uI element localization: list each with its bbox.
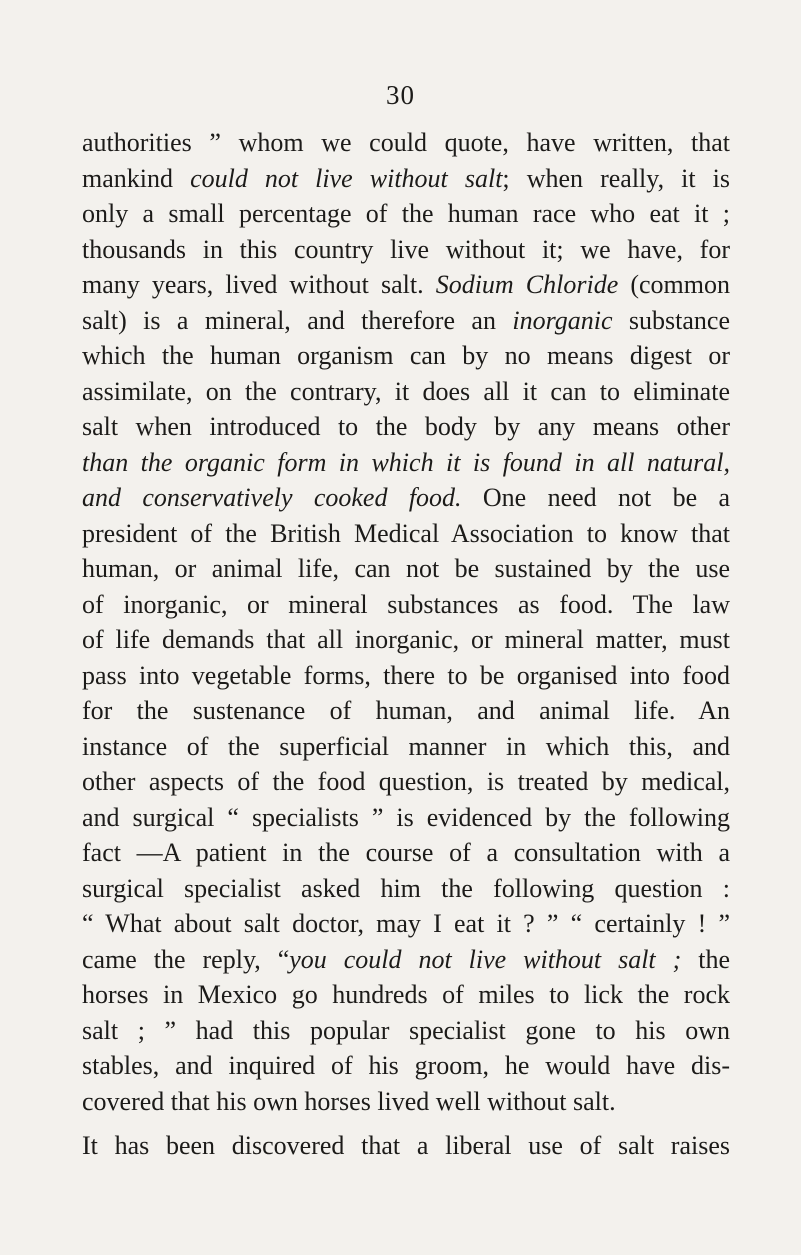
text-run: (common — [618, 270, 730, 299]
text-line — [82, 445, 730, 481]
text-run: One need not be a — [461, 483, 730, 512]
text-line — [82, 871, 730, 907]
text-line — [82, 977, 730, 1013]
text-run: president of the British Medical Association to know that — [82, 518, 730, 548]
text-line — [82, 942, 730, 978]
page-number: 30 — [386, 80, 415, 110]
italic-text: than the organic form in which it is found in all natural, — [82, 447, 730, 477]
text-run: covered that his own horses lived well without salt. — [82, 1086, 616, 1116]
text-line — [82, 516, 730, 552]
paragraph-2 — [82, 1128, 730, 1164]
text-line — [82, 1048, 730, 1084]
text-run: salt when introduced to the body by any means other — [82, 412, 730, 441]
text-line — [82, 232, 730, 268]
text-line — [82, 906, 730, 942]
text-run: only a small percentage of the human race who eat it ; — [82, 199, 730, 228]
italic-text: you could not live without salt ; — [289, 944, 682, 974]
text-run: instance of the superficial manner in which this, and — [82, 731, 730, 761]
text-run: stables, and inquired of his groom, he would have dis- — [82, 1051, 730, 1080]
text-line — [82, 196, 730, 232]
text-run: salt ; ” had this popular specialist gone to his own — [82, 1015, 730, 1045]
paragraph-gap — [82, 1119, 730, 1128]
text-line — [82, 1084, 730, 1120]
text-line — [82, 161, 730, 197]
text-line — [82, 800, 730, 836]
text-run: of life demands that all inorganic, or mineral matter, must — [82, 625, 730, 654]
text-line — [82, 835, 730, 871]
body-text — [82, 125, 730, 1164]
text-run: horses in Mexico go hundreds of miles to lick the rock — [82, 980, 730, 1009]
text-run: the — [681, 944, 730, 974]
text-line — [82, 693, 730, 729]
text-line — [82, 587, 730, 623]
text-line — [82, 622, 730, 658]
text-run: pass into vegetable forms, there to be organised into food — [82, 660, 730, 690]
text-line — [82, 409, 730, 445]
text-run: of inorganic, or mineral substances as food. The law — [82, 589, 730, 619]
text-run: which the human organism can by no means digest or — [82, 341, 730, 370]
text-run: assimilate, on the contrary, it does all it can to eliminate — [82, 376, 730, 406]
text-run: other aspects of the food question, is treated by medical, — [82, 767, 730, 796]
text-run: It has been discovered that a liberal use of salt raises — [82, 1131, 730, 1160]
text-run: thousands in this country live without it; we have, for — [82, 234, 730, 264]
italic-text: could not live without salt — [190, 163, 503, 193]
text-run: for the sustenance of human, and animal life. An — [82, 696, 730, 725]
text-run: human, or animal life, can not be sustained by the use — [82, 554, 730, 583]
text-run: and surgical “ specialists ” is evidenced by the following — [82, 802, 730, 832]
text-run: surgical specialist asked him the following question : — [82, 873, 730, 903]
text-line — [82, 374, 730, 410]
text-run: mankind — [82, 163, 191, 193]
text-line — [82, 480, 730, 516]
text-run: “ What about salt doctor, may I eat it ? ” “ certainly ! ” — [82, 909, 730, 938]
text-run: many years, lived without salt. — [82, 270, 436, 299]
text-run: substance — [612, 305, 730, 335]
text-line — [82, 1013, 730, 1049]
italic-text: Sodium Chloride — [435, 270, 619, 299]
text-line — [82, 125, 730, 161]
text-run: authorities ” whom we could quote, have written, that — [82, 128, 730, 157]
text-line — [82, 267, 730, 303]
text-run: salt) is a mineral, and therefore an — [82, 305, 513, 335]
text-run: ; when really, it is — [502, 163, 731, 193]
text-line — [82, 764, 730, 800]
text-run: fact —A patient in the course of a consultation with a — [82, 838, 730, 867]
text-line — [82, 1128, 730, 1164]
text-run: came the reply, “ — [82, 944, 290, 974]
text-line — [82, 658, 730, 694]
paragraph-1 — [82, 125, 730, 1119]
text-line — [82, 338, 730, 374]
italic-text: and conservatively cooked food. — [82, 483, 462, 512]
text-line — [82, 551, 730, 587]
italic-text: inorganic — [512, 305, 613, 335]
text-line — [82, 729, 730, 765]
text-line — [82, 303, 730, 339]
